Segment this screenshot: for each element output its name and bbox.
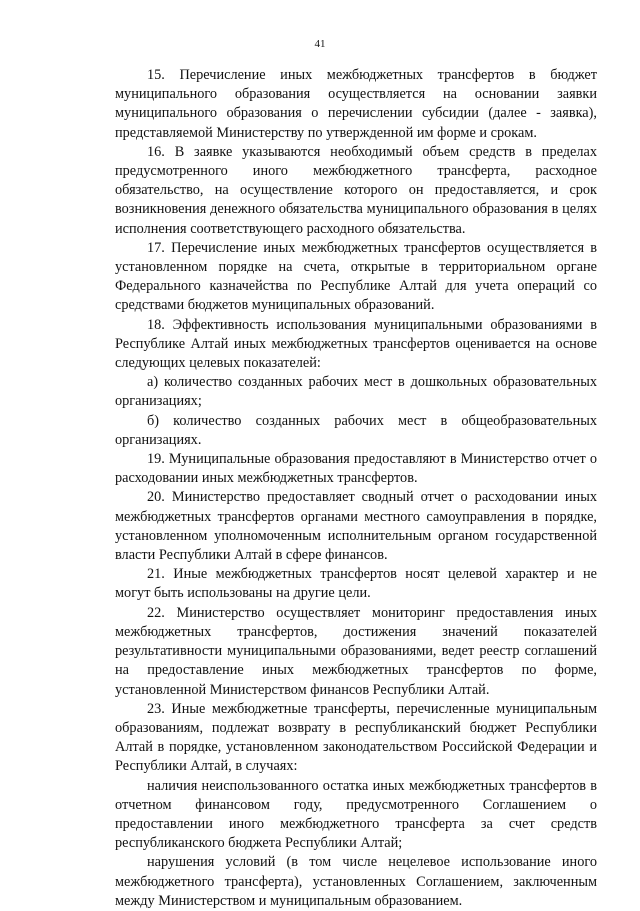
document-body xyxy=(115,66,597,911)
paragraph-18a: а) количество созданных рабочих мест в дошкольных образовательных организациях; xyxy=(115,374,597,410)
paragraph-18: 18. Эффективность использования муниципальными образованиями в Республике Алтай иных межбюджетных трансфертов оценивается на основе следующих целевых показателей: xyxy=(115,316,597,372)
paragraph-19: 19. Муниципальные образования предоставляют в Министерство отчет о расходовании иных межбюджетных трансфертов. xyxy=(115,451,597,487)
paragraph-20: 20. Министерство предоставляет сводный отчет о расходовании иных межбюджетных трансфертов органами местного самоуправления в порядке, установленном уполномоченным исполнительным органом государственной власти Республики Алтай в сфере финансов. xyxy=(115,489,597,564)
paragraph-23: 23. Иные межбюджетные трансферты, перечисленные муниципальным образованиям, подлежат возврату в республиканский бюджет Республики Алтай в порядке, установленном законодательством Российской Федерации и Республики Алтай, в случаях: xyxy=(115,700,597,775)
paragraph-23-case-2: нарушения условий (в том числе нецелевое использование иного межбюджетного трансферта), установленных Соглашением, заключенным между Министерством и муниципальным образованием. xyxy=(115,854,597,909)
page-number: 41 xyxy=(314,38,326,50)
paragraph-22: 22. Министерство осуществляет мониторинг предоставления иных межбюджетных трансфертов, достижения значений показателей результативности муниципальными образованиями, ведет реестр соглашений на предоставление иных межбюджетных трансфертов по форме, установленной Министерством финансов Республики Алтай. xyxy=(115,604,597,698)
paragraph-15: 15. Перечисление иных межбюджетных трансфертов в бюджет муниципального образования осуществляется на основании заявки муниципального образования о перечислении субсидии (далее - заявка), представляемой Министерству по утвержденной им форме и срокам. xyxy=(115,67,597,141)
paragraph-17: 17. Перечисление иных межбюджетных трансфертов осуществляется в установленном порядке на счета, открытые в территориальном органе Федерального казначейства по Республике Алтай для учета операций со средствами бюджетов муниципальных образований. xyxy=(115,239,597,314)
paragraph-16: 16. В заявке указываются необходимый объем средств в пределах предусмотренного иного межбюджетного трансферта, расходное обязательство, на осуществление которого он предоставляется, и срок возникновения денежного обязательства муниципального образования в целях исполнения соответствующего расходного обязательства. xyxy=(115,143,597,237)
paragraph-18b: б) количество созданных рабочих мест в общеобразовательных организациях. xyxy=(115,412,597,448)
paragraph-21: 21. Иные межбюджетных трансфертов носят целевой характер и не могут быть использованы на другие цели. xyxy=(115,566,597,602)
paragraph-23-case-1: наличия неиспользованного остатка иных межбюджетных трансфертов в отчетном финансовом году, предусмотренного Соглашением о предоставлении иного межбюджетного трансферта за счет средств республиканского бюджета Республики Алтай; xyxy=(115,777,597,852)
